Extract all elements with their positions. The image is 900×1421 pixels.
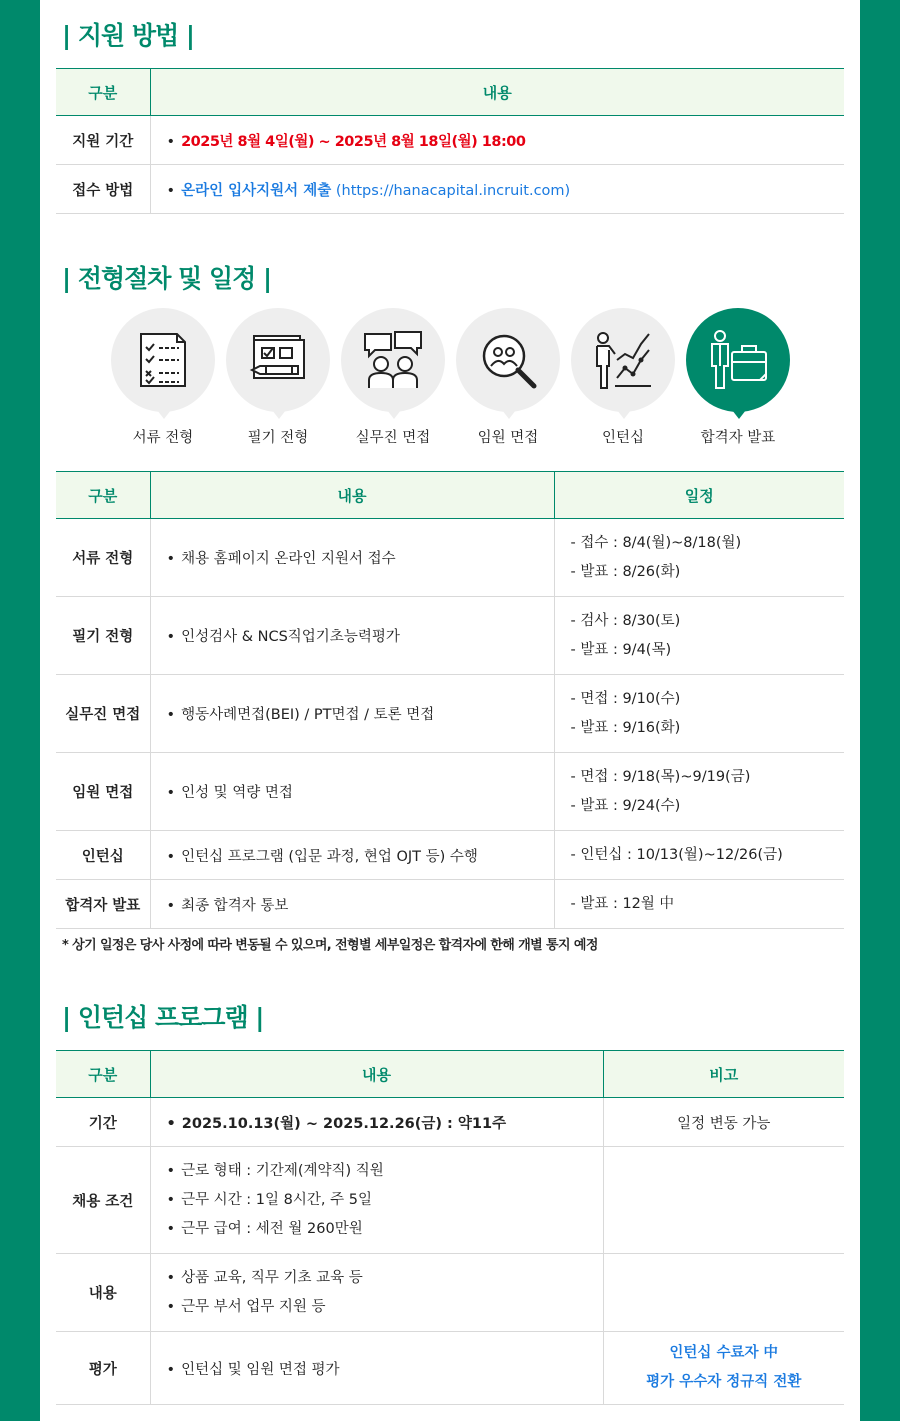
row-schedule bbox=[554, 597, 844, 675]
step-label: 서류 전형 bbox=[132, 430, 194, 446]
row-schedule bbox=[554, 675, 844, 753]
step-circle-active bbox=[686, 308, 790, 412]
step-final-announcement bbox=[685, 308, 791, 447]
row-label: 합격자 발표 bbox=[56, 880, 150, 929]
apply-method bbox=[150, 165, 844, 214]
row-schedule bbox=[554, 753, 844, 831]
col-header-content: 내용 bbox=[150, 472, 554, 519]
table-row bbox=[56, 1098, 844, 1147]
process-steps bbox=[110, 308, 800, 453]
step-label: 인턴십 bbox=[601, 430, 645, 446]
row-content bbox=[150, 1254, 603, 1332]
step-document bbox=[110, 308, 216, 447]
process-table bbox=[56, 471, 844, 929]
row-label: 임원 면접 bbox=[56, 753, 150, 831]
table-row bbox=[56, 519, 844, 597]
step-written bbox=[225, 308, 331, 447]
schedule-line: - 인턴십 : 10/13(월)~12/26(금) bbox=[570, 846, 783, 863]
table-row bbox=[56, 675, 844, 753]
col-header-remark: 비고 bbox=[603, 1051, 844, 1098]
step-label: 합격자 발표 bbox=[700, 430, 776, 446]
schedule-line: - 발표 : 9/24(수) bbox=[570, 797, 681, 814]
col-header-category: 구분 bbox=[56, 472, 150, 519]
col-header-schedule: 일정 bbox=[554, 472, 844, 519]
row-content: • 행동사례면접(BEI) / PT면접 / 토론 면접 bbox=[150, 675, 554, 753]
schedule-line: - 발표 : 9/4(목) bbox=[570, 641, 672, 658]
row-schedule bbox=[554, 831, 844, 880]
schedule-line: - 발표 : 9/16(화) bbox=[570, 719, 681, 736]
content-line: • 근무 시간 : 1일 8시간, 주 5일 bbox=[167, 1186, 603, 1215]
content-line: • 근로 형태 : 기간제(계약직) 직원 bbox=[167, 1157, 603, 1186]
row-remark: 일정 변동 가능 bbox=[603, 1098, 844, 1147]
step-circle bbox=[571, 308, 675, 412]
row-schedule bbox=[554, 880, 844, 929]
schedule-line: - 발표 : 8/26(화) bbox=[570, 563, 681, 580]
step-internship bbox=[570, 308, 676, 447]
section-title-internship: | 인턴십 프로그램 | bbox=[62, 1003, 264, 1032]
table-row bbox=[56, 880, 844, 929]
recruit-notice-page bbox=[40, 0, 860, 1421]
schedule-note: * 상기 일정은 당사 사정에 따라 변동될 수 있으며, 전형별 세부일정은 합격자에 한해 개별 통지 예정 bbox=[62, 938, 598, 953]
row-content: • 인성검사 & NCS직업기초능력평가 bbox=[150, 597, 554, 675]
row-label: 서류 전형 bbox=[56, 519, 150, 597]
col-header-category: 구분 bbox=[56, 1051, 150, 1098]
row-label: 지원 기간 bbox=[56, 116, 150, 165]
step-label: 필기 전형 bbox=[247, 430, 309, 446]
step-circle bbox=[111, 308, 215, 412]
apply-url-link[interactable]: (https://hanacapital.incruit.com) bbox=[331, 182, 571, 199]
checklist-icon bbox=[133, 330, 193, 390]
table-row bbox=[56, 1332, 844, 1405]
row-content: • 2025.10.13(월) ~ 2025.12.26(금) : 약11주 bbox=[150, 1098, 603, 1147]
step-circle bbox=[341, 308, 445, 412]
content-line: • 상품 교육, 직무 기초 교육 등 bbox=[167, 1264, 603, 1293]
row-remark bbox=[603, 1332, 844, 1405]
row-label: 내용 bbox=[56, 1254, 150, 1332]
table-row bbox=[56, 1254, 844, 1332]
schedule-line: - 면접 : 9/10(수) bbox=[570, 690, 681, 707]
row-label: 기간 bbox=[56, 1098, 150, 1147]
interview-people-icon bbox=[363, 330, 423, 390]
briefcase-person-icon bbox=[708, 330, 768, 390]
row-label: 필기 전형 bbox=[56, 597, 150, 675]
row-label: 실무진 면접 bbox=[56, 675, 150, 753]
col-header-category: 구분 bbox=[56, 69, 150, 116]
apply-table bbox=[56, 68, 844, 214]
content-line: • 근무 급여 : 세전 월 260만원 bbox=[167, 1215, 603, 1244]
apply-method-link[interactable]: 온라인 입사지원서 제출 bbox=[181, 182, 332, 199]
internship-table bbox=[56, 1050, 844, 1405]
row-content: • 인턴십 프로그램 (입문 과정, 현업 OJT 등) 수행 bbox=[150, 831, 554, 880]
schedule-line: - 접수 : 8/4(월)~8/18(월) bbox=[570, 534, 742, 551]
row-label: 인턴십 bbox=[56, 831, 150, 880]
apply-period bbox=[150, 116, 844, 165]
presentation-chart-icon bbox=[593, 330, 653, 390]
row-content bbox=[150, 1147, 603, 1254]
table-row bbox=[56, 597, 844, 675]
row-remark bbox=[603, 1147, 844, 1254]
table-row bbox=[56, 165, 844, 214]
col-header-content: 내용 bbox=[150, 1051, 603, 1098]
row-label: 채용 조건 bbox=[56, 1147, 150, 1254]
table-row bbox=[56, 831, 844, 880]
table-row bbox=[56, 116, 844, 165]
step-circle bbox=[226, 308, 330, 412]
section-title-process: | 전형절차 및 일정 | bbox=[62, 264, 272, 293]
remark-line: 평가 우수자 정규직 전환 bbox=[646, 1374, 802, 1390]
apply-period-value: 2025년 8월 4일(월) ~ 2025년 8월 18일(월) 18:00 bbox=[181, 133, 526, 150]
row-label: 접수 방법 bbox=[56, 165, 150, 214]
step-label: 임원 면접 bbox=[477, 430, 539, 446]
row-content: • 인턴십 및 임원 면접 평가 bbox=[150, 1332, 603, 1405]
step-working-interview bbox=[340, 308, 446, 447]
row-content: • 최종 합격자 통보 bbox=[150, 880, 554, 929]
row-remark bbox=[603, 1254, 844, 1332]
remark-line: 인턴십 수료자 中 bbox=[669, 1345, 779, 1361]
schedule-line: - 검사 : 8/30(토) bbox=[570, 612, 681, 629]
magnifier-people-icon bbox=[478, 330, 538, 390]
step-label: 실무진 면접 bbox=[355, 430, 431, 446]
content-line: • 근무 부서 업무 지원 등 bbox=[167, 1293, 603, 1322]
row-content: • 인성 및 역량 면접 bbox=[150, 753, 554, 831]
step-executive-interview bbox=[455, 308, 561, 447]
row-schedule bbox=[554, 519, 844, 597]
table-row bbox=[56, 753, 844, 831]
schedule-line: - 발표 : 12월 中 bbox=[570, 895, 675, 912]
schedule-line: - 면접 : 9/18(목)~9/19(금) bbox=[570, 768, 751, 785]
table-row bbox=[56, 1147, 844, 1254]
section-title-apply: | 지원 방법 | bbox=[62, 21, 194, 50]
row-label: 평가 bbox=[56, 1332, 150, 1405]
col-header-content: 내용 bbox=[150, 69, 844, 116]
exam-paper-icon bbox=[248, 330, 308, 390]
row-content: • 채용 홈페이지 온라인 지원서 접수 bbox=[150, 519, 554, 597]
step-circle bbox=[456, 308, 560, 412]
